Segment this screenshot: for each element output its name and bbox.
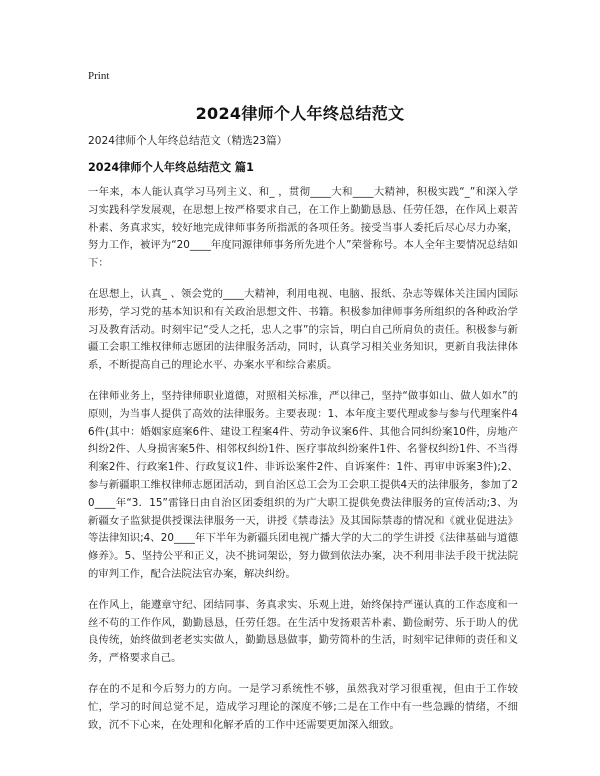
paragraph-legal-practice: 在律师业务上，坚持律师职业道德，对照相关标准，严以律己，坚持“做事如山、做人如水”的原则，为当事人提供了高效的法律服务。主要表现：1、本年度主要代理或参与参与代理案件46件(其中：婚姻家庭案6件、建设工程案4件、劳动争议案6件、其他合同纠纷案10件，房地产纠纷2件、人身损害案5件、相邻权纠纷1件、医疗事故纠纷案件1件、名誉权纠纷1件、不当得利案2件、行政案1件、行政复议1件、非诉讼案件2件、自诉案件：1件、再审申诉案3件);2、参与新疆职工维权律师志愿团活动，到自治区总工会为工会职工提供4天的法律服务，参加了20____年“3．15”雷锋日由自治区团委组织的为广大职工提供免费法律服务的宣传活动;3、为新疆女子监狱提供授课法律服务一天，讲授《禁毒法》及其国际禁毒的情况和《就业促进法》等法律知识;4、20____年下半年为新疆兵团电视广播大学的大二的学生讲授《法律基础与道德修养》。5、坚持公平和正义，决不挑词架讼，努力做到依法办案，决不利用非法手段干扰法院的审判工作，配合法院法官办案，解决纠纷。 [88,389,518,580]
paragraph-shortcomings: 存在的不足和今后努力的方向。一是学习系统性不够，虽然我对学习很重视，但由于工作较忙，学习的时间总觉不足，造成学习理论的深度不够;二是在工作中有一些急躁的情绪，不细致，沉不下心来，在处理和化解矛盾的工作中还需要更加深入细致。 [88,682,518,731]
paragraph-ideology: 在思想上，认真_ 、领会党的____大精神，利用电视、电脑、报纸、杂志等媒体关注国内国际形势，学习党的基本知识和有关政治思想文件、书籍。积极参加律师事务所组织的各种政治学习及教育活动。时刻牢记“受人之托，忠人之事”的宗旨，明白自己所肩负的责任。积极参与新疆工会职工维权律师志愿团的法律服务活动，同时，认真学习相关业务知识，更新自我法律体系，不断提高自己的理论水平、办案水平和综合素质。 [88,287,518,372]
paragraph-intro: 一年来，本人能认真学习马列主义、和_ ，贯彻____大和____大精神，积极实践“_”和深入学习实践科学发展观，在思想上按严格要求自己，在工作上勤勤恳恳、任劳任怨，在作风上艰苦朴素、务真求实，较好地完成律师事务所指派的各项任务。接受当事人委托后尽心尽力办案，努力工作，被评为“20____年度同源律师事务所先进个人”荣誉称号。本人全年主要情况总结如下： [88,186,518,270]
document-body [88,184,518,747]
section-heading: 2024律师个人年终总结范文 篇1 [88,161,254,174]
document-title: 2024律师个人年终总结范文 [195,104,405,123]
document-subtitle: 2024律师个人年终总结范文（精选23篇） [88,135,288,147]
paragraph-work-style: 在作风上，能遵章守纪、团结同事、务真求实、乐观上进，始终保持严谨认真的工作态度和一丝不苟的工作作风，勤勤恳恳，任劳任怨。在生活中发扬艰苦朴素、勤俭耐劳、乐于助人的优良传统，始终做到老老实实做人，勤勤恳恳做事，勤劳简朴的生活，时刻牢记律师的责任和义务，严格要求自己。 [88,598,518,665]
print-link[interactable]: Print [88,70,110,82]
